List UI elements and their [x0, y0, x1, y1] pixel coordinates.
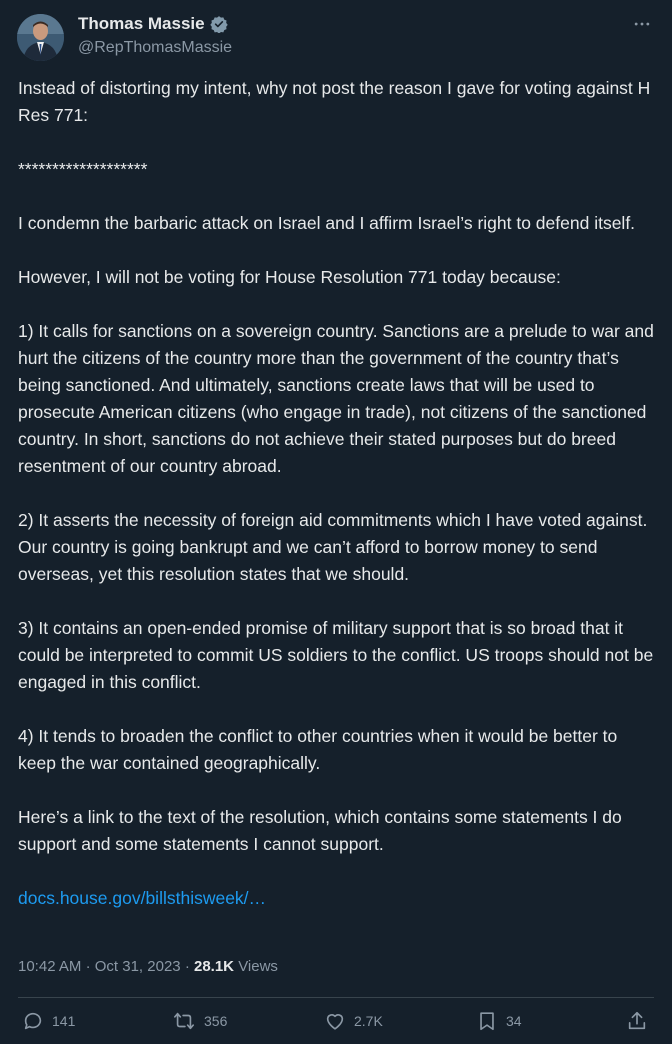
author-name-row [78, 14, 228, 34]
tweet-paragraph: However, I will not be voting for House Resolution 771 today because: [18, 267, 561, 287]
bookmark-icon [476, 1010, 498, 1032]
verified-badge-icon [210, 15, 228, 33]
tweet-paragraph: 4) It tends to broaden the conflict to other countries when it would be better to keep the war contained geographically. [18, 726, 618, 773]
meta-separator: · [184, 958, 194, 975]
tweet-time[interactable]: 10:42 AM [18, 958, 82, 975]
reply-count: 141 [52, 1013, 76, 1029]
like-button[interactable] [324, 1010, 383, 1032]
reply-button[interactable] [22, 1010, 75, 1032]
views-label: Views [238, 958, 278, 975]
bookmark-button[interactable] [476, 1010, 522, 1032]
retweet-button[interactable] [172, 1010, 227, 1032]
retweet-count: 356 [204, 1013, 228, 1029]
like-count: 2.7K [354, 1013, 383, 1029]
tweet-paragraph: 2) It asserts the necessity of foreign aid commitments which I have voted against. Our country is going bankrupt and we can’t afford to borrow money to send overseas, yet this resolution states that we should. [18, 510, 648, 584]
tweet-body [18, 75, 658, 939]
more-options-icon[interactable] [630, 12, 654, 36]
tweet-paragraph: Here’s a link to the text of the resolution, which contains some statements I do support and some statements I cannot support. [18, 807, 622, 854]
tweet-paragraph: ******************* [18, 159, 148, 179]
tweet-paragraph: I condemn the barbaric attack on Israel and I affirm Israel’s right to defend itself. [18, 213, 636, 233]
action-bar [18, 1010, 654, 1038]
bookmark-count: 34 [506, 1013, 522, 1029]
author-display-name[interactable]: Thomas Massie [78, 14, 205, 33]
heart-icon [324, 1010, 346, 1032]
share-icon [626, 1010, 648, 1032]
resolution-link[interactable]: docs.house.gov/billsthisweek/… [18, 888, 267, 908]
views-count: 28.1K [193, 958, 235, 975]
tweet-paragraph: 1) It calls for sanctions on a sovereign country. Sanctions are a prelude to war and hurt the citizens of the country more than the government of the country that’s being sanctioned. And ultimately, sanctions create laws that will be used to prosecute American citizens (who engage in trade), not citizens of the sanctioned country. In short, sanctions do not achieve their stated purposes but do breed resentment of our country abroad. [18, 321, 654, 476]
reply-icon [22, 1010, 44, 1032]
tweet-paragraph: Instead of distorting my intent, why not post the reason I gave for voting against H Res 771: [18, 78, 651, 125]
author-handle[interactable]: @RepThomasMassie [78, 39, 233, 56]
avatar[interactable] [17, 14, 64, 61]
tweet-meta [18, 958, 278, 975]
share-button[interactable] [626, 1010, 648, 1032]
divider [18, 997, 654, 998]
tweet-paragraph: 3) It contains an open-ended promise of military support that is so broad that it could be interpreted to commit US soldiers to the conflict. US troops should not be engaged in this conflict. [18, 618, 654, 692]
tweet-date[interactable]: Oct 31, 2023 [94, 958, 181, 975]
meta-separator: · [85, 958, 95, 975]
retweet-icon [172, 1010, 196, 1032]
